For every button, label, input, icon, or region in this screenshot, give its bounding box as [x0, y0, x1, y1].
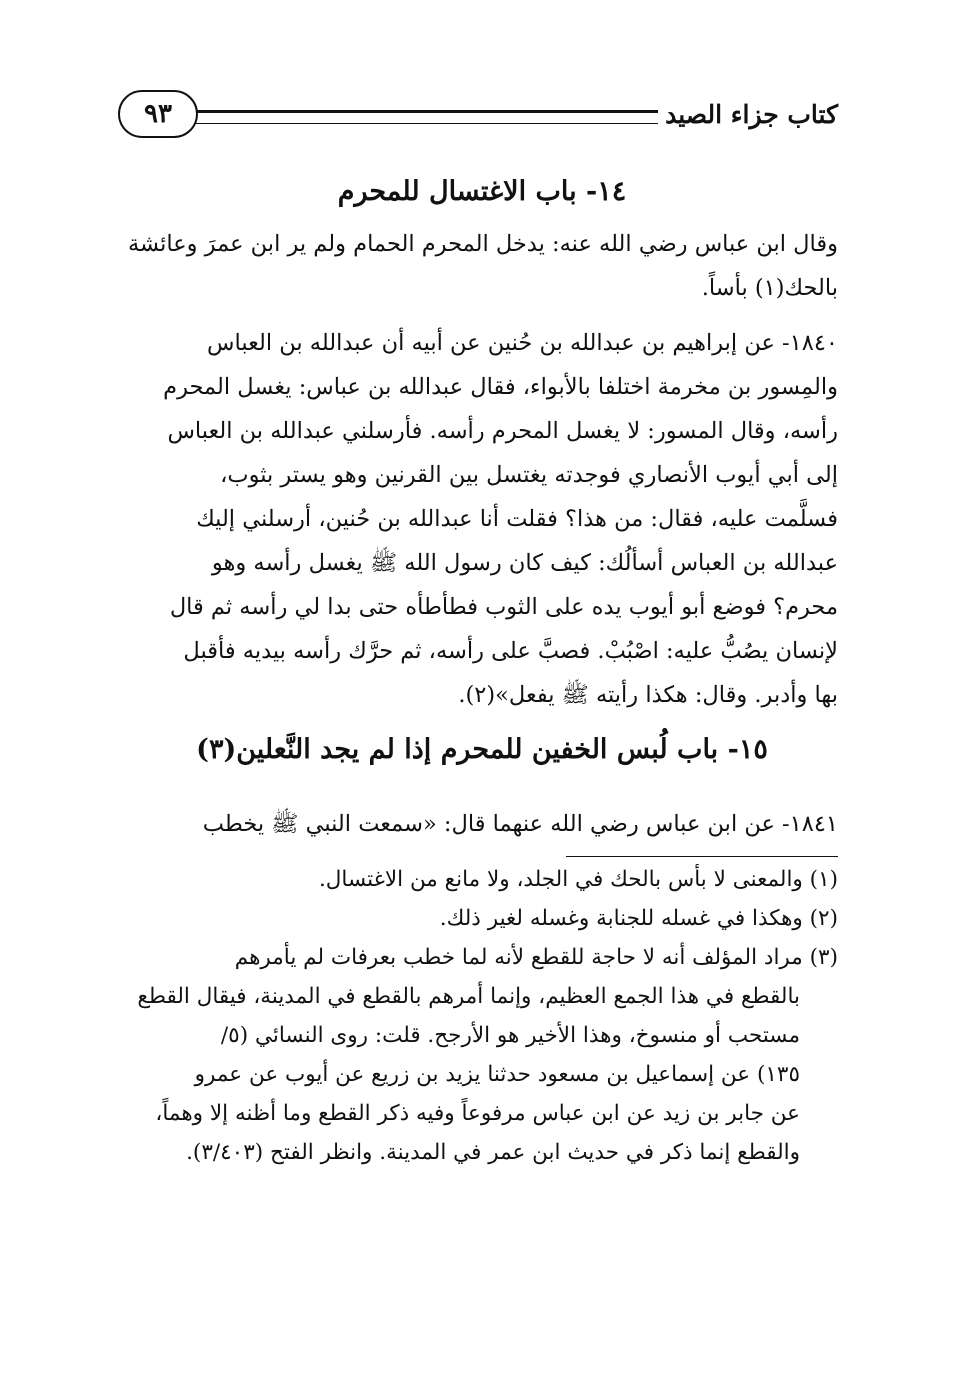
footnote-3-line: مستحب أو منسوخ، وهذا الأخير هو الأرجح. قلت: روى النسائي (٥/ [220, 1023, 800, 1048]
page-number: ٩٣ [118, 90, 198, 138]
footnote-separator [566, 856, 838, 857]
text-line: عبدالله بن العباس أسألُك: كيف كان رسول الله ﷺ يغسل رأسه وهو [211, 550, 838, 576]
hadith-1840 [126, 321, 838, 717]
text-line: محرم؟ فوضع أبو أيوب يده على الثوب فطأطأه حتى بدا لي رأسه ثم قال [169, 594, 838, 620]
section-14-text [126, 222, 838, 310]
footnote-3-line: بالقطع في هذا الجمع العظيم، وإنما أمرهم بالقطع في المدينة، فيقال القطع [137, 984, 800, 1009]
footnote-3-line: (٣) مراد المؤلف أنه لا حاجة للقطع لأنه لما خطب بعرفات لم يأمرهم [234, 945, 838, 970]
text-line: ١٨٤٠- عن إبراهيم بن عبدالله بن حُنين عن أبيه أن عبدالله بن العباس [207, 330, 838, 356]
text-line: والمِسور بن مخرمة اختلفا بالأبواء، فقال عبدالله بن عباس: يغسل المحرم [163, 374, 838, 400]
section-15-heading: ١٥- باب لُبس الخفين للمحرم إذا لم يجد النَّعلين(٣) [196, 734, 768, 765]
running-title: كتاب جزاء الصيد [665, 100, 838, 129]
text-line: بالحك(١) بأساً. [701, 275, 838, 301]
footnote-3-line: عن جابر بن زيد عن ابن عباس مرفوعاً وفيه ذكر القطع وما أظنه إلا وهماً، [155, 1101, 800, 1126]
page-header [118, 88, 838, 144]
text-line: إلى أبي أيوب الأنصاري فوجدته يغتسل بين القرنين وهو يستر بثوب، [220, 462, 838, 488]
text-line: ١٨٤١- عن ابن عباس رضي الله عنهما قال: «سمعت النبي ﷺ يخطب [202, 811, 838, 837]
text-line: وقال ابن عباس رضي الله عنه: يدخل المحرم الحمام ولم ير ابن عمرَ وعائشة [127, 231, 838, 257]
hadith-1841 [126, 802, 838, 846]
text-line: رأسه، وقال المسور: لا يغسل المحرم رأسه. فأرسلني عبدالله بن العباس [167, 418, 838, 444]
footnote-1: (١) والمعنى لا بأس بالحك في الجلد، ولا مانع من الاغتسال. [318, 867, 838, 892]
footnote-3-line: ١٣٥) عن إسماعيل بن مسعود حدثنا يزيد بن زريع عن أيوب عن عمرو [194, 1062, 800, 1087]
footnote-2: (٢) وهكذا في غسله للجنابة وغسله لغير ذلك. [439, 906, 838, 931]
text-line: فسلَّمت عليه، فقال: من هذا؟ فقلت أنا عبدالله بن حُنين، أرسلني إليك [196, 506, 838, 532]
text-line: بها وأدبر. وقال: هكذا رأيته ﷺ يفعل»(٢). [458, 682, 838, 708]
header-rule [196, 110, 658, 124]
text-line: لإنسان يصُبُّ عليه: اصْبُبْ. فصبَّ على رأسه، ثم حرَّك رأسه بيديه فأقبل [183, 638, 838, 664]
footnote-3-line: والقطع إنما ذكر في حديث ابن عمر في المدينة. وانظر الفتح (٣/٤٠٣). [186, 1140, 800, 1165]
section-14-heading: ١٤- باب الاغتسال للمحرم [337, 176, 627, 207]
footnotes [126, 860, 838, 1172]
